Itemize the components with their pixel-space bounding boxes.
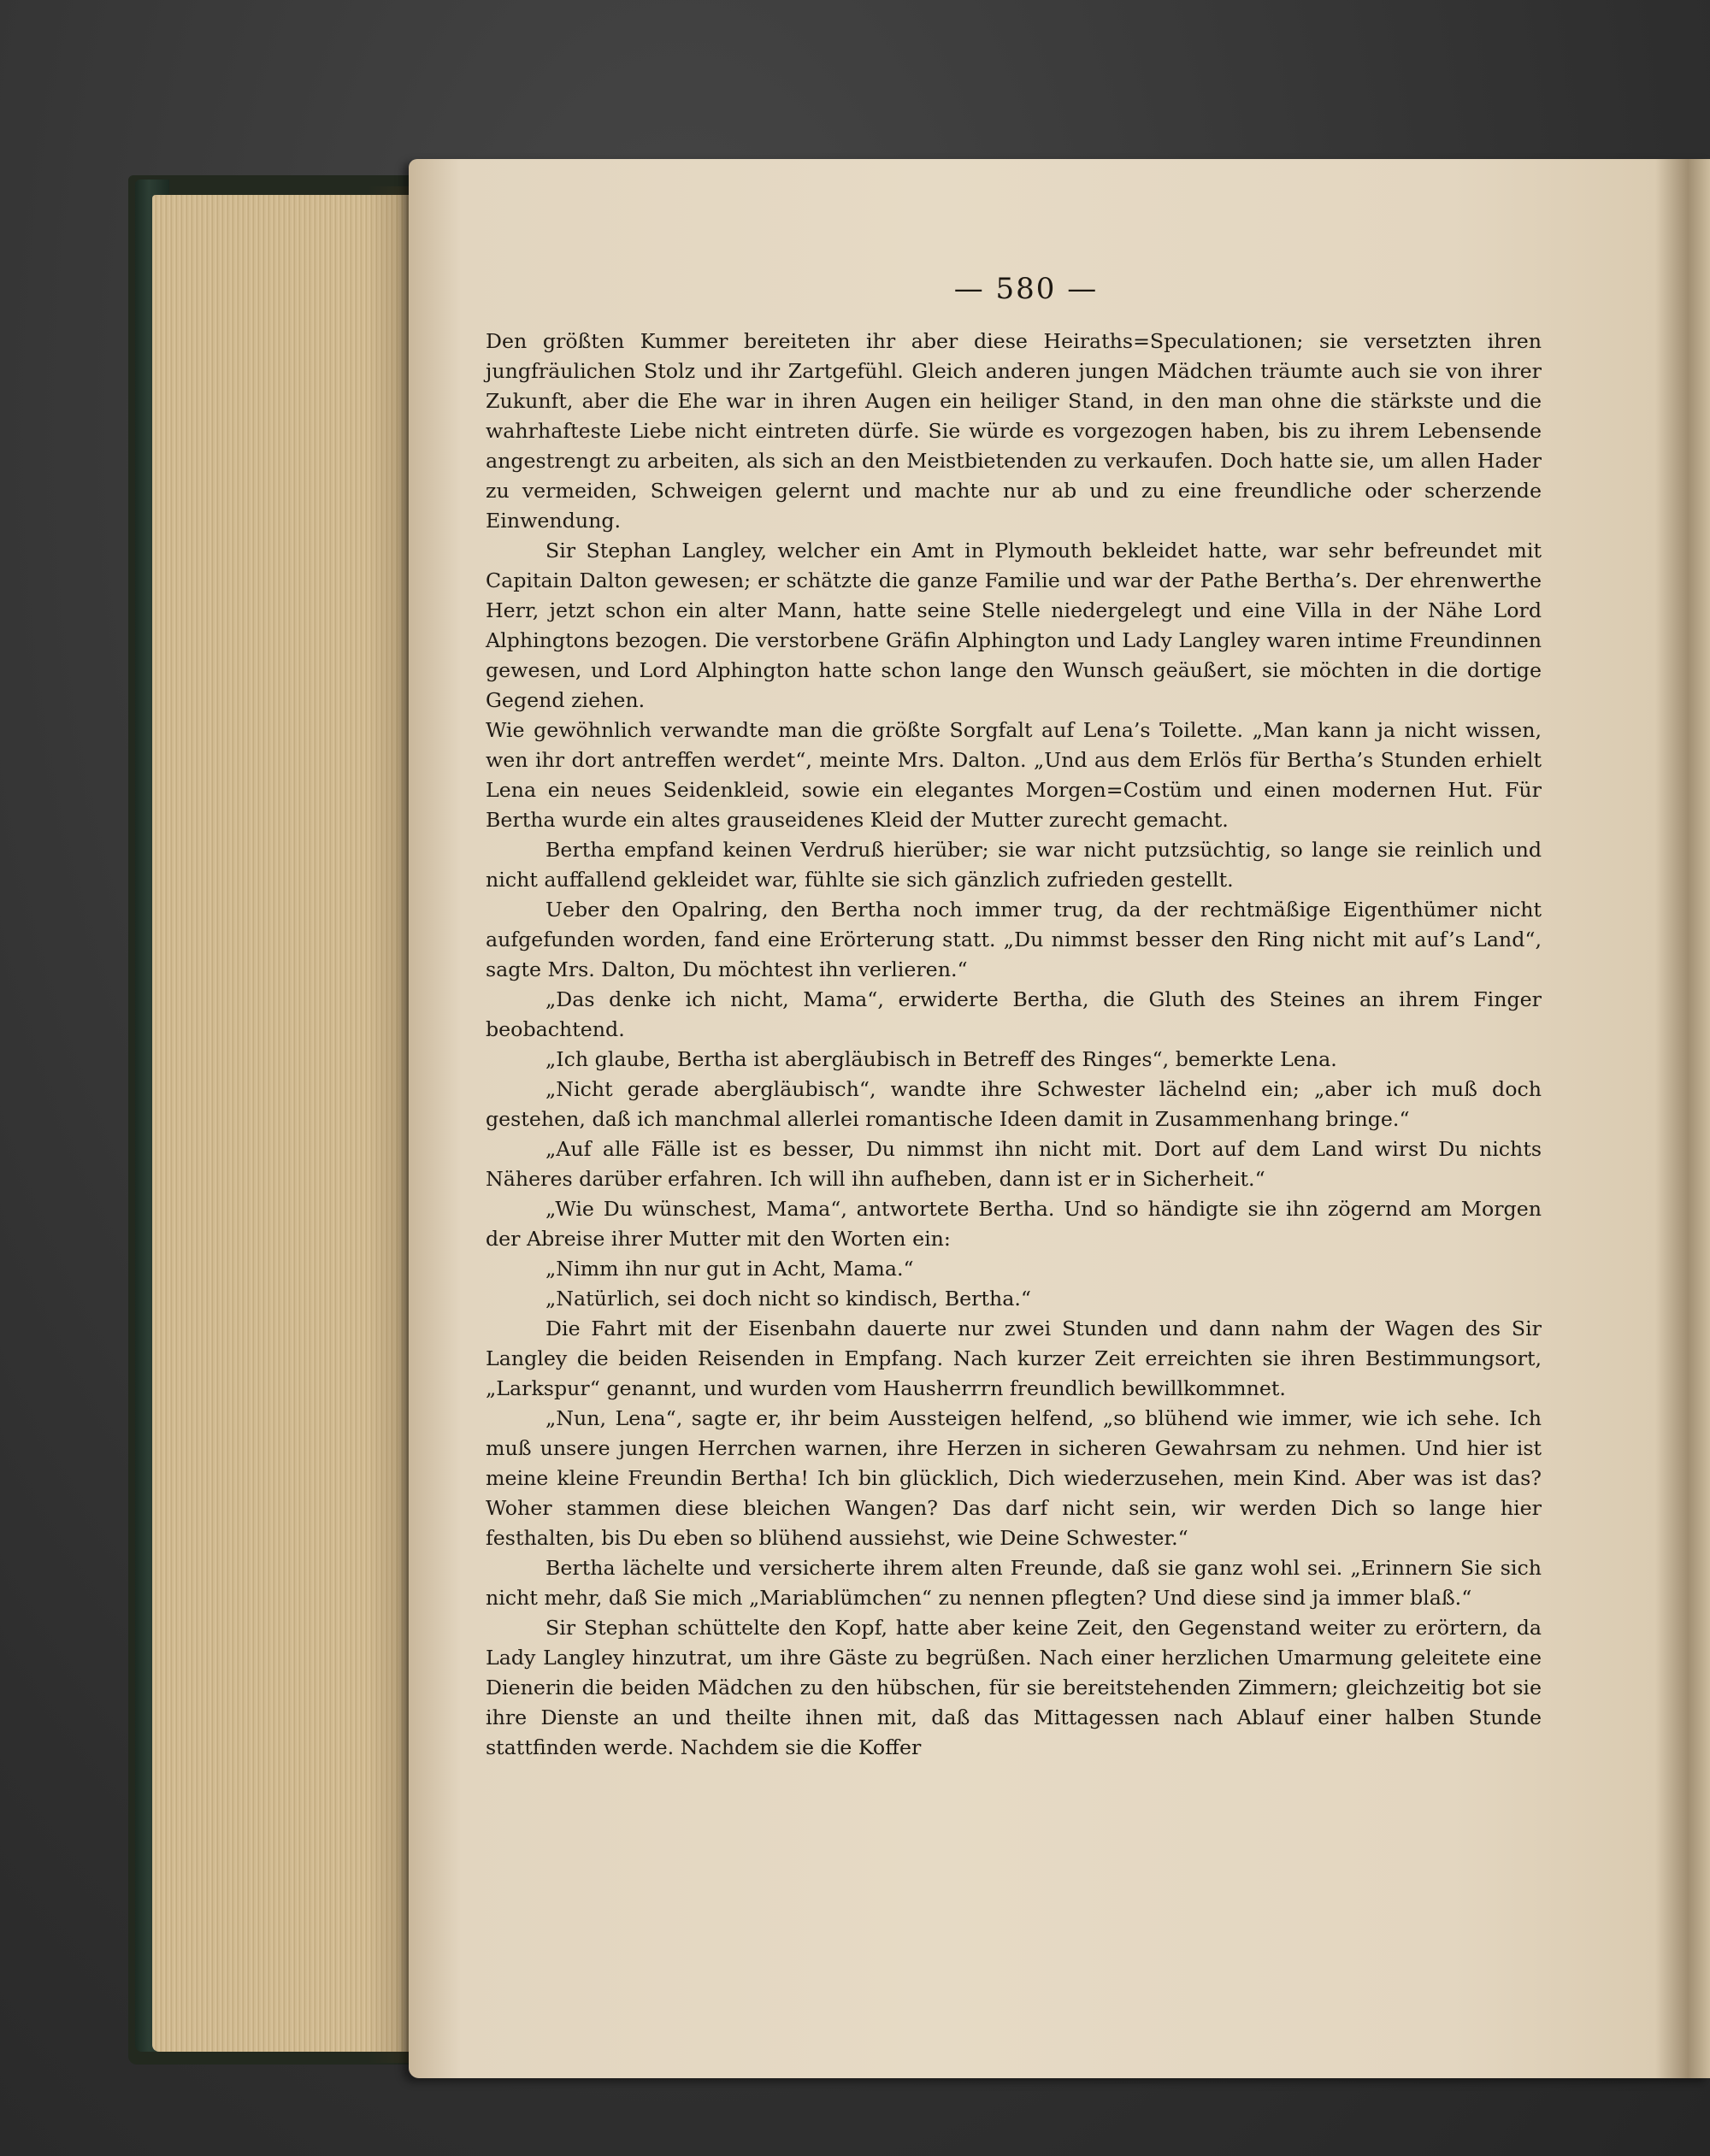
paragraph: Sir Stephan Langley, welcher ein Amt in Plymouth bekleidet hatte, war sehr befreundet mit Capitain Dalton gewesen; er schätzte die ganze Familie und war der Pathe Bertha’s. Der ehrenwerthe Herr, jetzt schon ein alter Mann, hatte seine Stelle niedergelegt und eine Villa in der Nähe Lord Alphingtons bezogen. Die verstorbene Gräfin Alphington und Lady Langley waren intime Freundinnen gewesen, und Lord Alphington hatte schon lange den Wunsch geäußert, sie möchten in die dortige Gegend ziehen. [486,539,1542,712]
page-gutter [1655,159,1710,2078]
paragraph: „Nimm ihn nur gut in Acht, Mama.“ [545,1257,914,1281]
paragraph: „Wie Du wünschest, Mama“, antwortete Bertha. Und so händigte sie ihn zögernd am Morgen der Abreise ihrer Mutter mit den Worten ein: [486,1197,1542,1251]
paragraph: Sir Stephan schüttelte den Kopf, hatte aber keine Zeit, den Gegenstand weiter zu erörtern, da Lady Langley hinzutrat, um ihre Gäste zu begrüßen. Nach einer herzlichen Umarmung geleitete eine Dienerin die beiden Mädchen zu den hübschen, für sie bereitstehenden Zimmern; gleichzeitig bot sie ihre Dienste an und theilte ihnen mit, daß das Mittagessen nach Ablauf einer halben Stunde stattfinden werde. Nachdem sie die Koffer [486,1616,1542,1759]
paragraph: „Nun, Lena“, sagte er, ihr beim Aussteigen helfend, „so blühend wie immer, wie ich sehe. Ich muß unsere jungen Herrchen warnen, ihre Herzen in sicheren Gewahrsam zu nehmen. Und hier ist meine kleine Freundin Bertha! Ich bin glücklich, Dich wiederzusehen, mein Kind. Aber was ist das? Woher stammen diese bleichen Wangen? Das darf nicht sein, wir werden Dich so lange hier festhalten, bis Du eben so blühend aussiehst, wie Deine Schwester.“ [486,1406,1542,1550]
paragraph: „Auf alle Fälle ist es besser, Du nimmst ihn nicht mit. Dort auf dem Land wirst Du nichts Näheres darüber erfahren. Ich will ihn aufheben, dann ist er in Sicherheit.“ [486,1137,1542,1191]
paragraph: Bertha lächelte und versicherte ihrem alten Freunde, daß sie ganz wohl sei. „Erinnern Sie sich nicht mehr, daß Sie mich „Mariablümchen“ zu nennen pflegten? Und diese sind ja immer blaß.“ [486,1556,1542,1610]
paragraph: Die Fahrt mit der Eisenbahn dauerte nur zwei Stunden und dann nahm der Wagen des Sir Langley die beiden Reisenden in Empfang. Nach kurzer Zeit erreichten sie ihren Bestimmungsort, „Larkspur“ genannt, und wurden vom Hausherrrn freundlich bewillkommnet. [486,1317,1542,1400]
paragraph: „Ich glaube, Bertha ist abergläubisch in Betreff des Ringes“, bemerkte Lena. [545,1047,1337,1071]
paragraph: Wie gewöhnlich verwandte man die größte Sorgfalt auf Lena’s Toilette. „Man kann ja nicht wissen, wen ihr dort antreffen werdet“, meinte Mrs. Dalton. „Und aus dem Erlös für Bertha’s Stunden erhielt Lena ein neues Seidenkleid, sowie ein elegantes Morgen=Costüm und einen modernen Hut. Für Bertha wurde ein altes grauseidenes Kleid der Mutter zurecht gemacht. [486,718,1542,832]
page-number: — 580 — [953,272,1099,306]
paragraph: Ueber den Opalring, den Bertha noch immer trug, da der rechtmäßige Eigenthümer nicht aufgefunden worden, fand eine Erörterung statt. „Du nimmst besser den Ring nicht mit auf’s Land“, sagte Mrs. Dalton, Du möchtest ihn verlieren.“ [486,898,1542,981]
paragraph: Bertha empfand keinen Verdruß hierüber; sie war nicht putzsüchtig, so lange sie reinlich und nicht auffallend gekleidet war, fühlte sie sich gänzlich zufrieden gestellt. [486,838,1542,892]
paragraph: „Natürlich, sei doch nicht so kindisch, Bertha.“ [545,1287,1032,1311]
paragraph: „Nicht gerade abergläubisch“, wandte ihre Schwester lächelnd ein; „aber ich muß doch gestehen, daß ich manchmal allerlei romantische Ideen damit in Zusammenhang bringe.“ [486,1077,1542,1131]
paragraph: „Das denke ich nicht, Mama“, erwiderte Bertha, die Gluth des Steines an ihrem Finger beobachtend. [486,987,1542,1041]
paragraph: Den größten Kummer bereiteten ihr aber diese Heiraths=Speculationen; sie versetzten ihren jungfräulichen Stolz und ihr Zartgefühl. Gleich anderen jungen Mädchen träumte auch sie von ihrer Zukunft, aber die Ehe war in ihren Augen ein heiliger Stand, in den man ohne die stärkste und die wahrhafteste Liebe nicht eintreten dürfe. Sie würde es vorgezogen haben, bis zu ihrem Lebensende angestrengt zu arbeiten, als sich an den Meistbietenden zu verkaufen. Doch hatte sie, um allen Hader zu vermeiden, Schweigen gelernt und machte nur ab und zu eine freundliche oder scherzende Einwendung. [486,329,1542,533]
page-text [486,327,1542,1763]
